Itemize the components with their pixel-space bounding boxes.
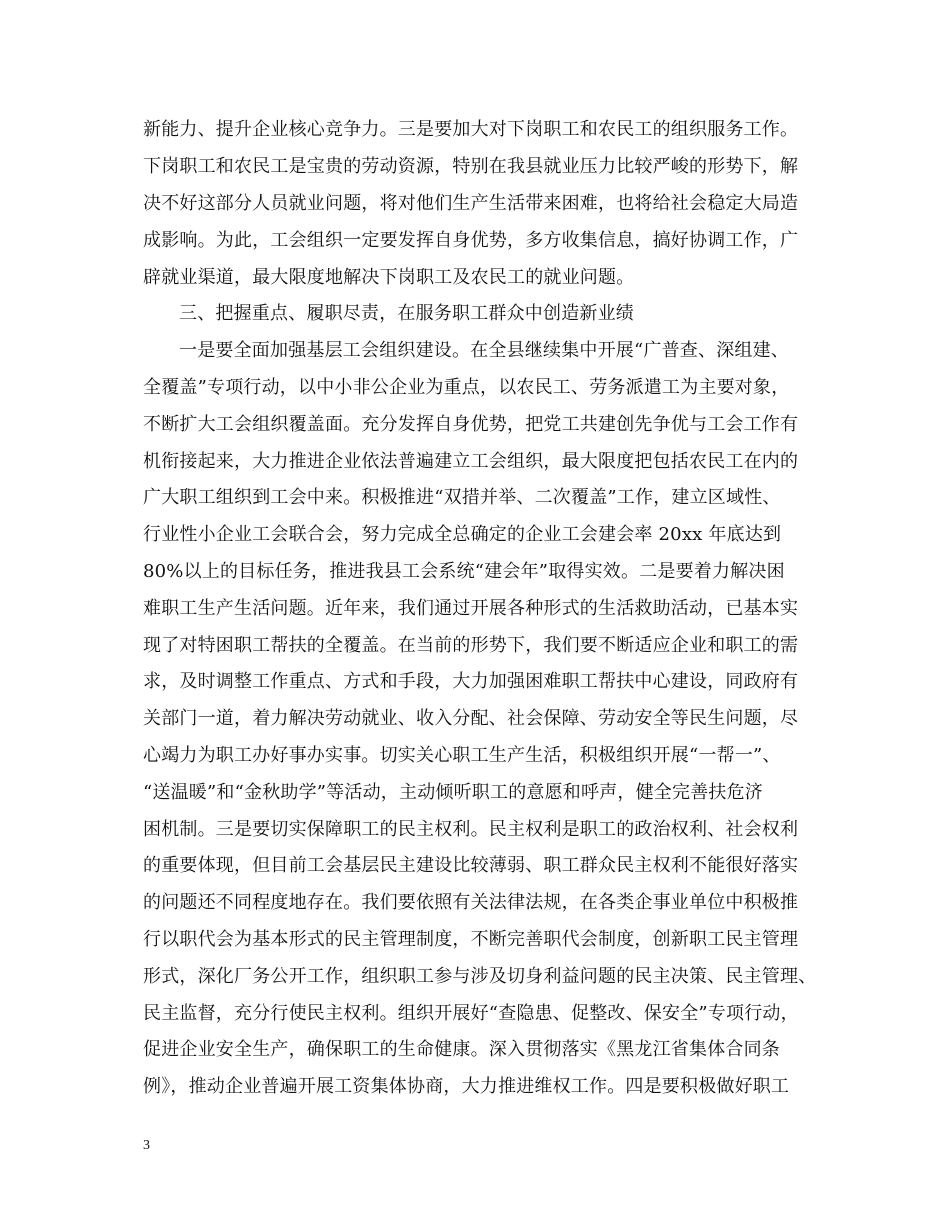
text-line: 新能力、提升企业核心竞争力。三是要加大对下岗职工和农民工的组织服务工作。	[143, 119, 799, 140]
text-line: 形式，深化厂务公开工作，组织职工参与涉及切身利益问题的民主决策、民主管理、	[143, 966, 817, 987]
text-line: 例》，推动企业普遍开展工资集体协商，大力推进维权工作。四是要积极做好职工	[143, 1076, 790, 1097]
page-number: 3	[143, 1138, 150, 1153]
text-line: 广大职工组织到工会中来。积极推进“双措并举、二次覆盖”工作，建立区域性、	[143, 487, 781, 508]
text-line: 心竭力为职工办好事办实事。切实关心职工生产生活，积极组织开展“一帮一”、	[143, 745, 781, 766]
text-line: 民主监督，充分行使民主权利。组织开展好“查隐患、促整改、保安全”专项行动，	[143, 1003, 799, 1024]
text-line: 难职工生产生活问题。近年来，我们通过开展各种形式的生活救助活动，已基本实	[143, 598, 799, 619]
text-line: 下岗职工和农民工是宝贵的劳动资源，特别在我县就业压力比较严峻的形势下，解	[143, 156, 799, 177]
text-line: 的重要体现，但目前工会基层民主建设比较薄弱、职工群众民主权利不能很好落实	[143, 855, 799, 876]
text-line: 求，及时调整工作重点、方式和手段，大力加强困难职工帮扶中心建设，同政府有	[143, 671, 799, 692]
text-line: 成影响。为此，工会组织一定要发挥自身优势，多方收集信息，搞好协调工作，广	[143, 230, 799, 251]
text-line: 辟就业渠道，最大限度地解决下岗职工及农民工的就业问题。	[143, 267, 635, 288]
text-line: 不断扩大工会组织覆盖面。充分发挥自身优势，把党工共建创先争优与工会工作有	[143, 414, 799, 435]
text-line: 行以职代会为基本形式的民主管理制度，不断完善职代会制度，创新职工民主管理	[143, 929, 799, 950]
text-line: 机衔接起来，大力推进企业依法普遍建立工会组织，最大限度把包括农民工在内的	[143, 451, 799, 472]
text-line: 关部门一道，着力解决劳动就业、收入分配、社会保障、劳动安全等民生问题，尽	[143, 708, 799, 729]
paragraph-first-line: 一是要全面加强基层工会组织建设。在全县继续集中开展“广普查、深组建、	[179, 340, 789, 361]
text-line: 的问题还不同程度地存在。我们要依照有关法律法规，在各类企事业单位中积极推	[143, 892, 799, 913]
text-line: 现了对特困职工帮扶的全覆盖。在当前的形势下，我们要不断适应企业和职工的需	[143, 635, 799, 656]
text-line: 行业性小企业工会联合会，努力完成全总确定的企业工会建会率 20xx 年底达到	[143, 524, 782, 545]
text-line: 困机制。三是要切实保障职工的民主权利。民主权利是职工的政治权利、社会权利	[143, 819, 799, 840]
text-line: 决不好这部分人员就业问题，将对他们生产生活带来困难，也将给社会稳定大局造	[143, 193, 799, 214]
text-line: 全覆盖”专项行动，以中小非公企业为重点，以农民工、劳务派遣工为主要对象，	[143, 377, 790, 398]
section-heading: 三、把握重点、履职尽责，在服务职工群众中创造新业绩	[179, 303, 634, 324]
text-line: 促进企业安全生产，确保职工的生命健康。深入贯彻落实《黑龙江省集体合同条	[143, 1039, 780, 1060]
text-line: 80%以上的目标任务，推进我县工会系统“建会年”取得实效。二是要着力解决困	[143, 561, 785, 582]
text-line: “送温暖”和“金秋助学”等活动，主动倾听职工的意愿和呼声，健全完善扶危济	[143, 782, 764, 803]
